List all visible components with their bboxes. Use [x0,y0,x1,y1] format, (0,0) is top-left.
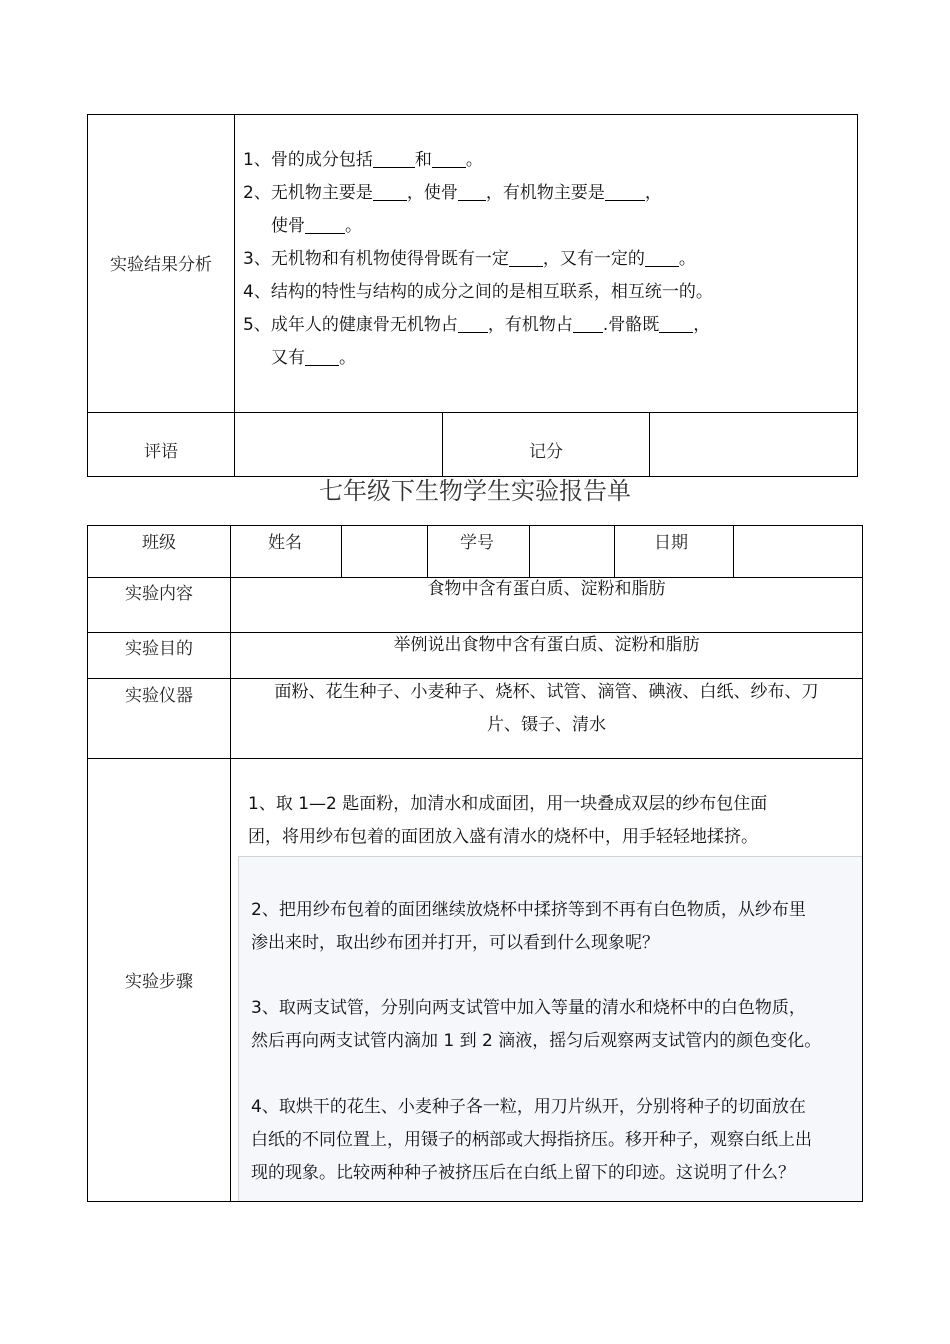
purpose-value: 举例说出食物中含有蛋白质、淀粉和脂肪 [393,635,700,655]
analysis-line-2b: 使骨 。 [271,216,362,236]
step-4: 4、取烘干的花生、小麦种子各一粒，用刀片纵开，分别将种子的切面放在 白纸的不同位置上，用镊子的柄部或大拇指挤压。移开种子，观察白纸上出 现的现象。比较两种种子被挤压后在白纸上留下的印迹。这说明了什么？ [251,1097,812,1183]
analysis-line-3: 3、无机物和有机物使得骨既有一定 ，又有一定的 。 [243,249,696,269]
name-label: 姓名 [268,533,302,553]
date-field[interactable] [734,526,862,577]
analysis-line-1: 1、骨的成分包括 和 。 [243,150,483,170]
name-field[interactable] [342,526,427,577]
step-1: 1、取 1—2 匙面粉，加清水和成面团，用一块叠成双层的纱布包住面 团，将用纱布包着的面团放入盛有清水的烧杯中，用手轻轻地揉挤。 [248,794,768,847]
class-label: 班级 [142,533,176,553]
instruments-line-1: 面粉、花生种子、小麦种子、烧杯、试管、滴管、碘液、白纸、纱布、刀 [274,682,819,702]
comment-label: 评语 [144,442,178,462]
content-value: 食物中含有蛋白质、淀粉和脂肪 [427,579,666,599]
student-id-label: 学号 [460,533,494,553]
student-id-field[interactable] [530,526,614,577]
page-title: 七年级下生物学生实验报告单 [319,477,631,505]
analysis-label: 实验结果分析 [110,255,212,275]
analysis-line-2: 2、无机物主要是 ，使骨 ，有机物主要是 ， [243,183,662,203]
date-label: 日期 [654,533,688,553]
score-field[interactable] [650,413,857,476]
instruments-label: 实验仪器 [125,686,193,706]
analysis-line-5b: 又有 。 [271,348,356,368]
instruments-line-2: 片、镊子、清水 [487,715,606,735]
steps-label: 实验步骤 [125,972,193,992]
step-2: 2、把用纱布包着的面团继续放烧杯中揉挤等到不再有白色物质，从纱布里 渗出来时，取出纱布团并打开，可以看到什么现象呢？ [251,900,806,953]
analysis-content [243,144,853,375]
purpose-label: 实验目的 [125,639,193,659]
content-label: 实验内容 [125,584,193,604]
step-3: 3、取两支试管，分别向两支试管中加入等量的清水和烧杯中的白色物质， 然后再向两支试管内滴加 1 到 2 滴液，摇匀后观察两支试管内的颜色变化。 [251,998,822,1051]
comment-field[interactable] [235,413,442,476]
score-label: 记分 [529,442,563,462]
analysis-line-4: 4、结构的特性与结构的成分之间的是相互联系，相互统一的。 [243,282,713,302]
instruments-value [231,676,862,742]
analysis-line-5: 5、成年人的健康骨无机物占 ，有机物占 .骨骼既 ， [243,315,711,335]
